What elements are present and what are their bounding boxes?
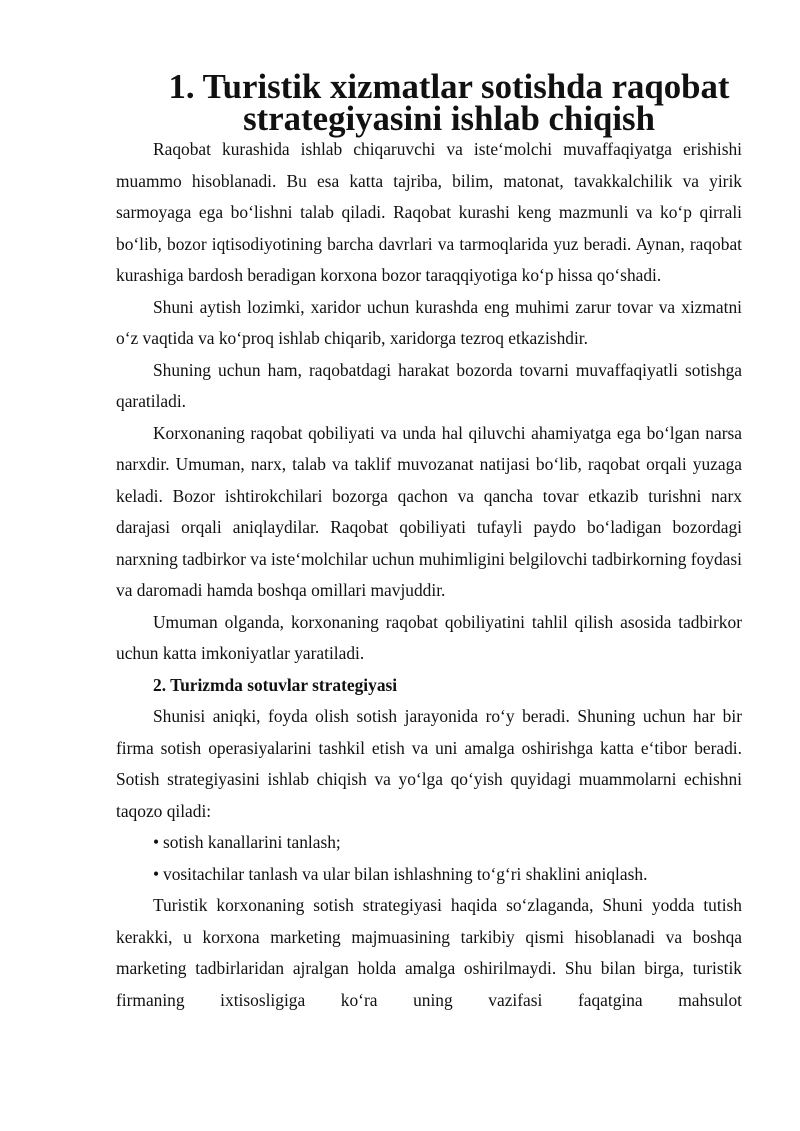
paragraph: Korxonaning raqobat qobiliyati va unda hal qiluvchi ahamiyatga ega bo‘lgan narsa narxdir. Umuman, narx, talab va taklif muvozanat natijasi bo‘lib, raqobat orqali yuzaga keladi. Bozor ishtirokchilari bozorga qachon va qancha tovar etkazib turishni narx darajasi orqali aniqlaydilar. Raqobat qobiliyati tufayli paydo bo‘ladigan bozordagi narxning tadbirkor va iste‘molchilar uchun muhimligini belgilovchi tadbirkorning foydasi va daromadi hamda boshqa omillari mavjuddir.: [116, 422, 742, 600]
section-1-heading: 1. Turistik xizmatlar sotishda raqobat strategiyasini ishlab chiqish: [168, 67, 730, 138]
paragraph: Shunisi aniqki, foyda olish sotish jarayonida ro‘y beradi. Shuning uchun har bir firma sotish operasiyalarini tashkil etish va uni amalga oshirishga katta e‘tibor beradi. Sotish strategiyasini ishlab chiqish va yo‘lga qo‘yish quyidagi muammolarni echishni taqozo qiladi:: [116, 706, 742, 821]
paragraph: Turistik korxonaning sotish strategiyasi haqida so‘zlaganda, Shuni yodda tutish kerakki, u korxona marketing majmuasining tarkibiy qismi hisoblanadi va boshqa marketing tadbirlaridan ajralgan holda amalga oshirilmaydi. Shu bilan birga, turistik firmaning ixtisosligiga ko‘ra uning vazifasi faqatgina mahsulot: [116, 895, 742, 1010]
document-page: [116, 67, 742, 1016]
bullet-item: [116, 859, 742, 891]
section-2-heading: 2. Turizmda sotuvlar strategiyasi: [153, 674, 398, 695]
bullet-text: sotish kanallarini tanlash;: [163, 832, 341, 852]
bullet-marker: •: [153, 863, 160, 884]
bullet-marker: •: [153, 832, 160, 852]
bullet-item: [116, 827, 742, 859]
paragraph: Raqobat kurashida ishlab chiqaruvchi va iste‘molchi muvaffaqiyatga erishishi muammo hisoblanadi. Bu esa katta tajriba, bilim, matonat, tavakkalchilik va yirik sarmoyaga ega bo‘lishni talab qiladi. Raqobat kurashi keng mazmunli va ko‘p qirrali bo‘lib, bozor iqtisodiyotining barcha davrlari va tarmoqlarida yuz beradi. Aynan, raqobat kurashiga bardosh beradigan korxona bozor taraqqiyotiga ko‘p hissa qo‘shadi.: [116, 139, 742, 285]
paragraph: Shuni aytish lozimki, xaridor uchun kurashda eng muhimi zarur tovar va xizmatni o‘z vaqtida va ko‘proq ishlab chiqarib, xaridorga tezroq etkazishdir.: [116, 296, 742, 348]
paragraph: Umuman olganda, korxonaning raqobat qobiliyatini tahlil qilish asosida tadbirkor uchun katta imkoniyatlar yaratiladi.: [116, 611, 742, 663]
bullet-text: vositachilar tanlash va ular bilan ishlashning to‘g‘ri shaklini aniqlash.: [163, 863, 648, 884]
paragraph: Shuning uchun ham, raqobatdagi harakat bozorda tovarni muvaffaqiyatli sotishga qaratiladi.: [116, 359, 742, 411]
